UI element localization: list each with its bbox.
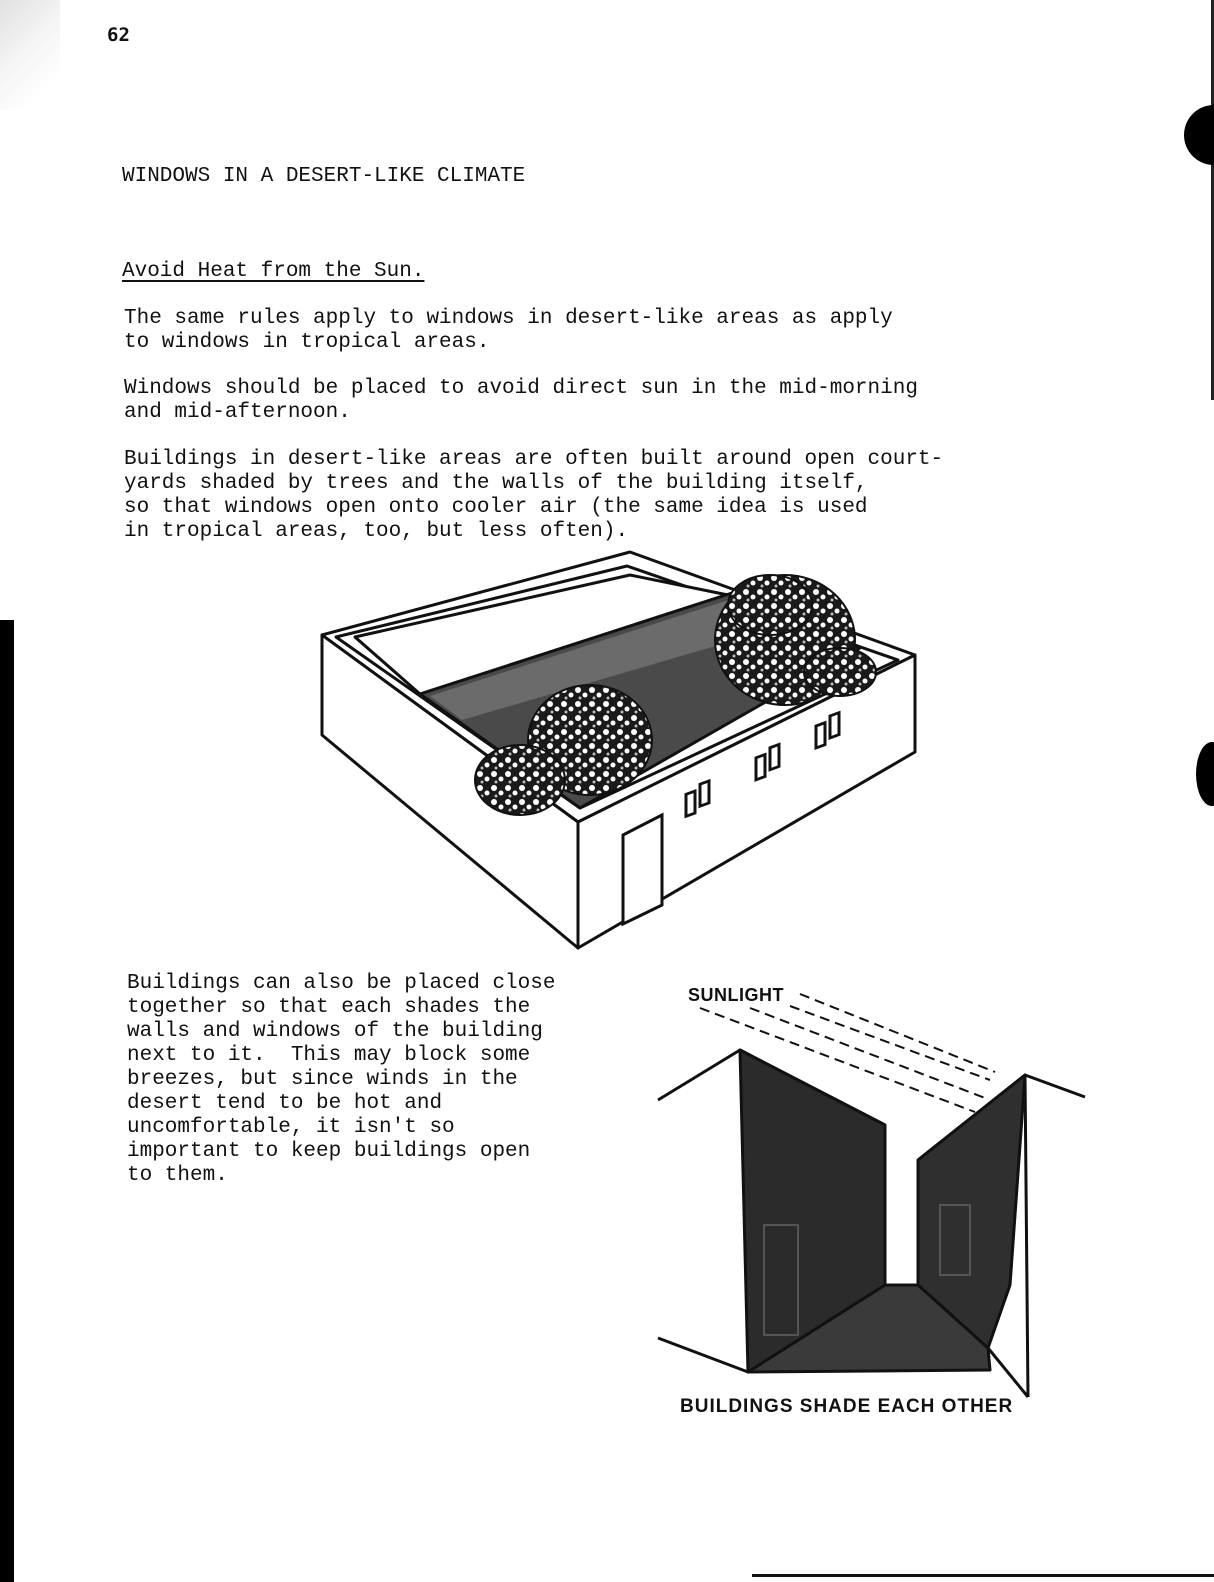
figure-caption: BUILDINGS SHADE EACH OTHER: [680, 1396, 1014, 1417]
section-heading: Avoid Heat from the Sun.: [122, 260, 425, 283]
paragraph-close-together: Buildings can also be placed close together so that each shades the walls and windows of the building next to it. This may block some breezes, but since winds in the desert tend to be hot and uncomfortable, it isn't so important to keep buildings open to them.: [127, 972, 556, 1187]
page-title: WINDOWS IN A DESERT-LIKE CLIMATE: [122, 165, 526, 188]
paragraph-courtyards: Buildings in desert-like areas are often built around open court- yards shaded by trees and the walls of the building itself, so that windows open onto cooler air (the same idea is used in tropical areas, too, but less often).: [124, 448, 944, 543]
sunlight-label: SUNLIGHT: [688, 985, 784, 1005]
paragraph-rules: The same rules apply to windows in desert-like areas as apply to windows in tropical areas.: [124, 307, 893, 354]
page-number: 62: [107, 24, 130, 46]
paragraph-window-placement: Windows should be placed to avoid direct sun in the mid-morning and mid-afternoon.: [124, 377, 918, 424]
